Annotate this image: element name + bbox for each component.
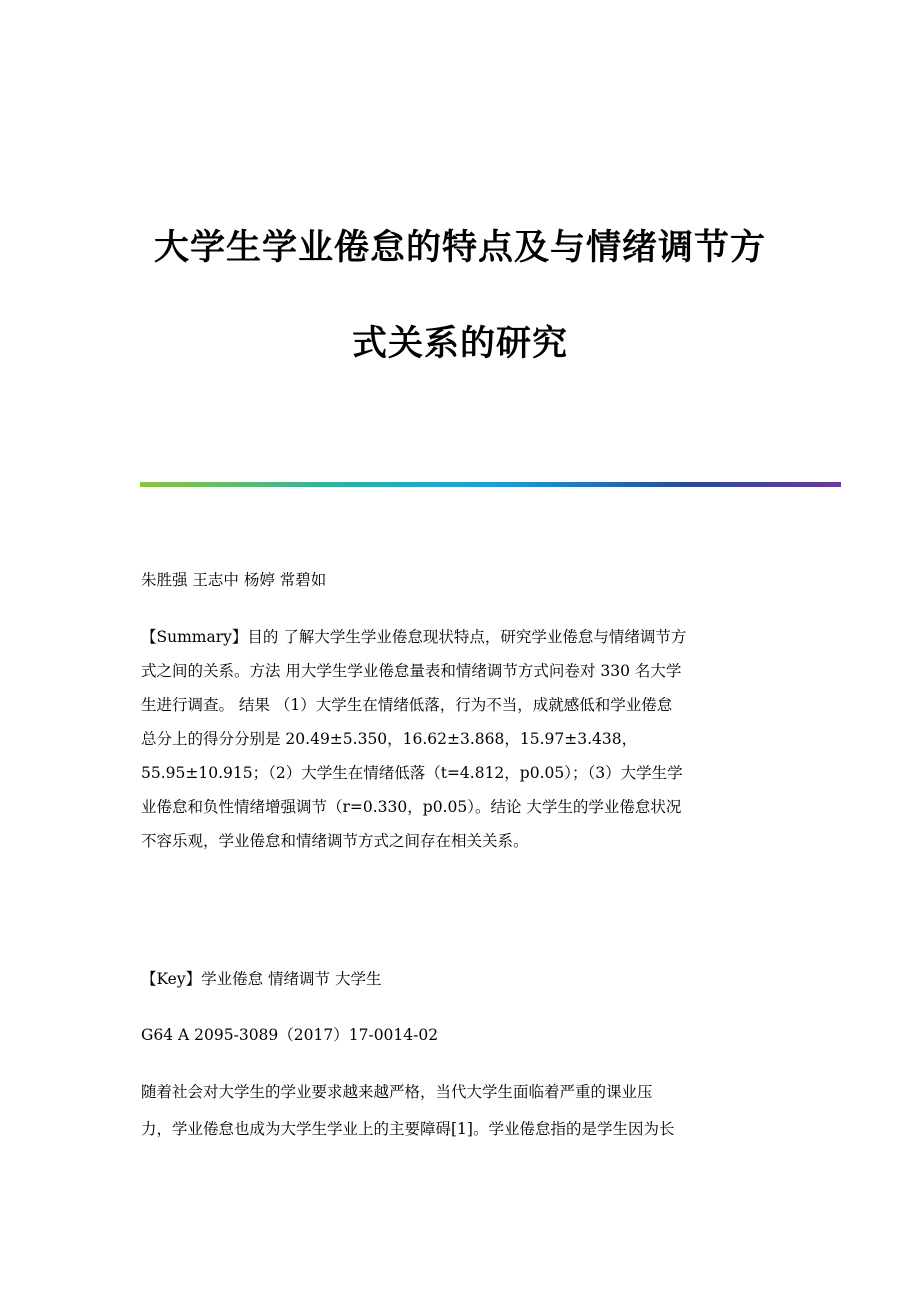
abstract-line: 【Summary】目的 了解大学生学业倦怠现状特点，研究学业倦怠与情绪调节方 bbox=[141, 628, 687, 646]
abstract-line: 55.95±10.915；（2）大学生在情绪低落（t=4.812，p0.05）；（3）大学生学 bbox=[141, 764, 683, 782]
abstract-line: 业倦怠和负性情绪增强调节（r=0.330，p0.05）。结论 大学生的学业倦怠状况 bbox=[141, 798, 682, 816]
body-paragraph bbox=[141, 1074, 781, 1148]
page-title-line-1: 大学生学业倦怠的特点及与情绪调节方 bbox=[153, 228, 766, 268]
classification-code: G64 A 2095-3089（2017）17-0014-02 bbox=[141, 1026, 439, 1044]
abstract bbox=[141, 620, 781, 858]
keywords: 【Key】学业倦怠 情绪调节 大学生 bbox=[141, 970, 382, 988]
abstract-line: 总分上的得分分别是 20.49±5.350，16.62±3.868，15.97±3.438， bbox=[141, 730, 638, 748]
abstract-line: 生进行调查。 结果 （1）大学生在情绪低落，行为不当，成就感低和学业倦怠 bbox=[141, 696, 673, 714]
author-list: 朱胜强 王志中 杨婷 常碧如 bbox=[141, 571, 327, 589]
body-line: 随着社会对大学生的学业要求越来越严格，当代大学生面临着严重的课业压 bbox=[141, 1083, 653, 1101]
abstract-line: 不容乐观，学业倦怠和情绪调节方式之间存在相关关系。 bbox=[141, 832, 529, 850]
body-line: 力，学业倦怠也成为大学生学业上的主要障碍[1]。学业倦怠指的是学生因为长 bbox=[141, 1120, 675, 1138]
abstract-line: 式之间的关系。方法 用大学生学业倦怠量表和情绪调节方式问卷对 330 名大学 bbox=[141, 662, 682, 680]
page-title-line-2: 式关系的研究 bbox=[351, 324, 568, 364]
gradient-divider bbox=[140, 482, 841, 487]
